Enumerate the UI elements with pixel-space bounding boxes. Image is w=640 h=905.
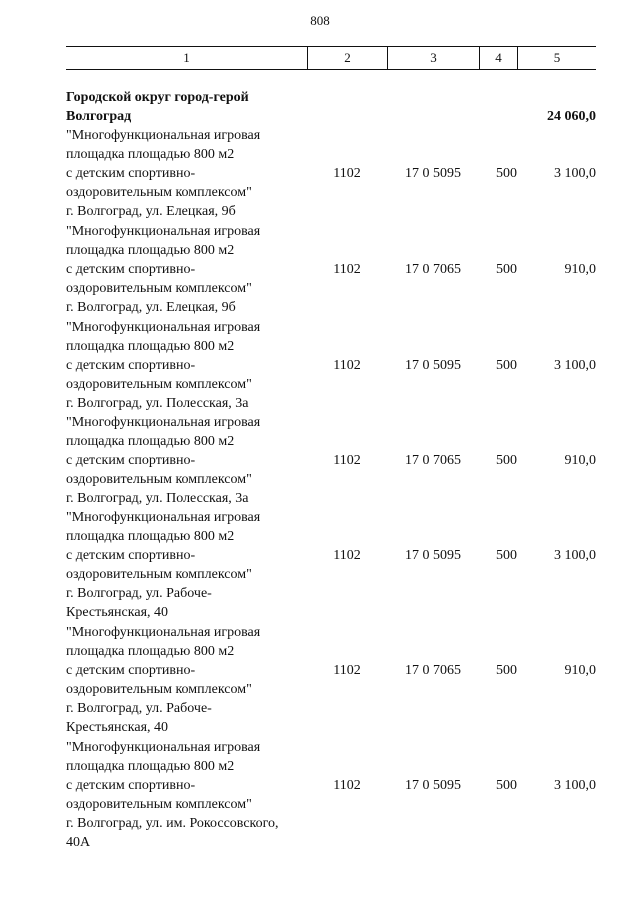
- description-line: площадка площадью 800 м2: [66, 339, 235, 354]
- target-article-code: 17 0 5095: [405, 166, 461, 181]
- header-col-5: 5: [517, 47, 596, 69]
- description-line: площадка площадью 800 м2: [66, 529, 235, 544]
- description-line: "Многофункциональная игровая: [66, 510, 261, 525]
- page-number: 808: [310, 13, 330, 28]
- table-header: [66, 46, 596, 70]
- description-line: площадка площадью 800 м2: [66, 147, 235, 162]
- description-line: г. Волгоград, ул. Полесская, 3а: [66, 396, 249, 411]
- row-description: [66, 413, 311, 508]
- target-article-code: 17 0 5095: [405, 358, 461, 373]
- section-code: 1102: [333, 453, 361, 468]
- expense-type-code: 500: [496, 453, 517, 468]
- description-line: г. Волгоград, ул. им. Рокоссовского,: [66, 816, 279, 831]
- expense-type-code: 500: [496, 358, 517, 373]
- row-description: [66, 738, 311, 852]
- description-line: "Многофункциональная игровая: [66, 625, 261, 640]
- section-code: 1102: [333, 663, 361, 678]
- amount-value: 3 100,0: [554, 166, 596, 181]
- section-title-line: Городской округ город-герой: [66, 90, 249, 105]
- expense-type-code: 500: [496, 548, 517, 563]
- row-description: [66, 508, 311, 622]
- table-row: [66, 508, 596, 622]
- section-code: 1102: [333, 778, 361, 793]
- section-code: 1102: [333, 262, 361, 277]
- amount-value: 3 100,0: [554, 548, 596, 563]
- description-line: площадка площадью 800 м2: [66, 434, 235, 449]
- header-col-1: 1: [183, 50, 190, 65]
- amount-value: 910,0: [564, 663, 596, 678]
- description-line: площадка площадью 800 м2: [66, 243, 235, 258]
- description-line: площадка площадью 800 м2: [66, 759, 235, 774]
- section-title: [66, 88, 306, 126]
- description-line: с детским спортивно-: [66, 453, 196, 468]
- description-line: 40А: [66, 835, 91, 850]
- expense-type-code: 500: [496, 166, 517, 181]
- description-line: с детским спортивно-: [66, 778, 196, 793]
- row-description: [66, 222, 311, 317]
- description-line: с детским спортивно-: [66, 548, 196, 563]
- description-line: с детским спортивно-: [66, 166, 196, 181]
- amount-value: 910,0: [564, 262, 596, 277]
- description-line: оздоровительным комплексом": [66, 472, 252, 487]
- description-line: площадка площадью 800 м2: [66, 644, 235, 659]
- description-line: оздоровительным комплексом": [66, 281, 252, 296]
- header-col-4: 4: [479, 47, 517, 69]
- row-description: [66, 126, 311, 221]
- description-line: оздоровительным комплексом": [66, 682, 252, 697]
- description-line: "Многофункциональная игровая: [66, 740, 261, 755]
- description-line: оздоровительным комплексом": [66, 377, 252, 392]
- description-line: Крестьянская, 40: [66, 720, 169, 735]
- target-article-code: 17 0 5095: [405, 778, 461, 793]
- table-row: [66, 623, 596, 737]
- section-code: 1102: [333, 548, 361, 563]
- description-line: оздоровительным комплексом": [66, 185, 252, 200]
- description-line: Крестьянская, 40: [66, 605, 169, 620]
- table-row: [66, 126, 596, 221]
- amount-value: 910,0: [564, 453, 596, 468]
- description-line: "Многофункциональная игровая: [66, 128, 261, 143]
- description-line: г. Волгоград, ул. Рабоче-: [66, 586, 212, 601]
- header-col-2: 2: [307, 47, 387, 69]
- description-line: с детским спортивно-: [66, 663, 196, 678]
- description-line: г. Волгоград, ул. Елецкая, 9б: [66, 300, 236, 315]
- header-col-3: 3: [387, 47, 479, 69]
- row-description: [66, 623, 311, 737]
- amount-value: 3 100,0: [554, 778, 596, 793]
- description-line: г. Волгоград, ул. Рабоче-: [66, 701, 212, 716]
- target-article-code: 17 0 7065: [405, 663, 461, 678]
- section-title-line: Волгоград: [66, 109, 132, 124]
- expense-type-code: 500: [496, 778, 517, 793]
- section-code: 1102: [333, 358, 361, 373]
- description-line: оздоровительным комплексом": [66, 567, 252, 582]
- row-description: [66, 318, 311, 413]
- description-line: "Многофункциональная игровая: [66, 224, 261, 239]
- table-row: [66, 413, 596, 508]
- description-line: "Многофункциональная игровая: [66, 415, 261, 430]
- description-line: г. Волгоград, ул. Елецкая, 9б: [66, 204, 236, 219]
- table-row: [66, 318, 596, 413]
- amount-value: 3 100,0: [554, 358, 596, 373]
- table-row: [66, 222, 596, 317]
- section-total: 24 060,0: [547, 109, 596, 124]
- expense-type-code: 500: [496, 663, 517, 678]
- section-code: 1102: [333, 166, 361, 181]
- target-article-code: 17 0 7065: [405, 262, 461, 277]
- description-line: с детским спортивно-: [66, 358, 196, 373]
- target-article-code: 17 0 7065: [405, 453, 461, 468]
- target-article-code: 17 0 5095: [405, 548, 461, 563]
- table-row: [66, 738, 596, 852]
- description-line: с детским спортивно-: [66, 262, 196, 277]
- expense-type-code: 500: [496, 262, 517, 277]
- description-line: оздоровительным комплексом": [66, 797, 252, 812]
- description-line: г. Волгоград, ул. Полесская, 3а: [66, 491, 249, 506]
- description-line: "Многофункциональная игровая: [66, 320, 261, 335]
